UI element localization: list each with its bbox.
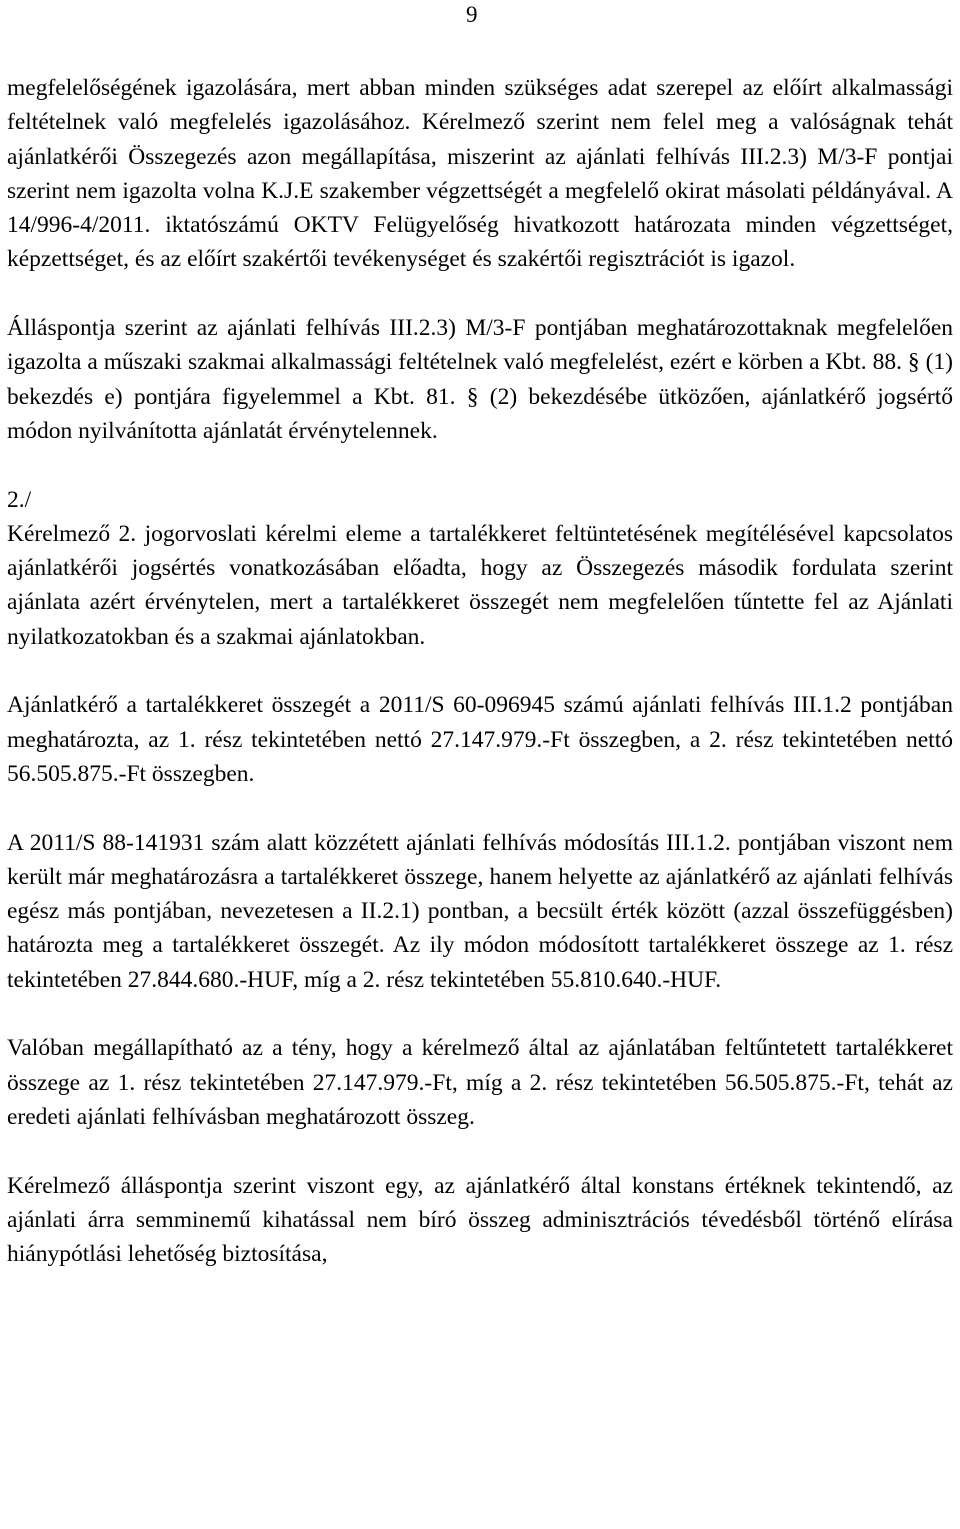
paragraph-7: Kérelmező álláspontja szerint viszont egy, az ajánlatkérő által konstans értéknek tekintendő, az ajánlati árra semminemű kihatással nem bíró összeg adminisztrációs tévedésből történő elírása hiánypótlási lehetőség biztosítása,	[7, 1172, 953, 1268]
paragraph-5: A 2011/S 88-141931 szám alatt közzétett ajánlati felhívás módosítás III.1.2. pontjában viszont nem került már meghatározásra a tartalékkeret összege, hanem helyette az ajánlatkérő az ajánlati felhívás egész más pontjában, nevezetesen a II.2.1) pontban, a becsült érték között (azzal összefüggésben) határozta meg a tartalékkeret összegét. Az ily módon módosított tartalékkeret összege az 1. rész tekintetében 27.844.680.-HUF, míg a 2. rész tekintetében 55.810.640.-HUF.	[7, 829, 953, 993]
paragraph-2: Álláspontja szerint az ajánlati felhívás III.2.3) M/3-F pontjában meghatározottaknak megfelelően igazolta a műszaki szakmai alkalmassági feltételnek való megfelelést, ezért e körben a Kbt. 88. § (1) bekezdés e) pontjára figyelemmel a Kbt. 81. § (2) bekezdésébe ütközően, ajánlatkérő jogsértő módon nyilvánította ajánlatát érvénytelennek.	[7, 315, 953, 444]
page-number: 9	[466, 2, 478, 27]
section-heading: 2./	[7, 486, 32, 513]
paragraph-6: Valóban megállapítható az a tény, hogy a kérelmező által az ajánlatában feltűntetett tartalékkeret összege az 1. rész tekintetében 27.147.979.-Ft, míg a 2. rész tekintetében 56.505.875.-Ft, tehát az eredeti ajánlati felhívásban meghatározott összeg.	[7, 1035, 953, 1130]
paragraph-3: Kérelmező 2. jogorvoslati kérelmi eleme a tartalékkeret feltüntetésének megítélésével kapcsolatos ajánlatkérői jogsértés vonatkozásában előadta, hogy az Összegezés második fordulata szerint ajánlata azért érvénytelen, mert a tartalékkeret összegét nem megfelelően tűntette fel az Ajánlati nyilatkozatokban és a szakmai ajánlatokban.	[7, 520, 953, 650]
document-body	[7, 71, 953, 1271]
paragraph-1: megfelelőségének igazolására, mert abban minden szükséges adat szerepel az előírt alkalmassági feltételnek való megfelelés igazolásához. Kérelmező szerint nem felel meg a valóságnak tehát ajánlatkérői Összegezés azon megállapítása, miszerint az ajánlati felhívás III.2.3) M/3-F pontjai szerint nem igazolta volna K.J.E szakember végzettségét a megfelelő okirat másolati példányával. A 14/996-4/2011. iktatószámú OKTV Felügyelőség hivatkozott határozata minden végzettséget, képzettséget, és az előírt szakértői tevékenységet és szakértői regisztrációt is igazol.	[7, 75, 953, 273]
paragraph-4: Ajánlatkérő a tartalékkeret összegét a 2011/S 60-096945 számú ajánlati felhívás III.1.2 pontjában meghatározta, az 1. rész tekintetében nettó 27.147.979.-Ft összegben, a 2. rész tekintetében nettó 56.505.875.-Ft összegben.	[7, 692, 953, 787]
